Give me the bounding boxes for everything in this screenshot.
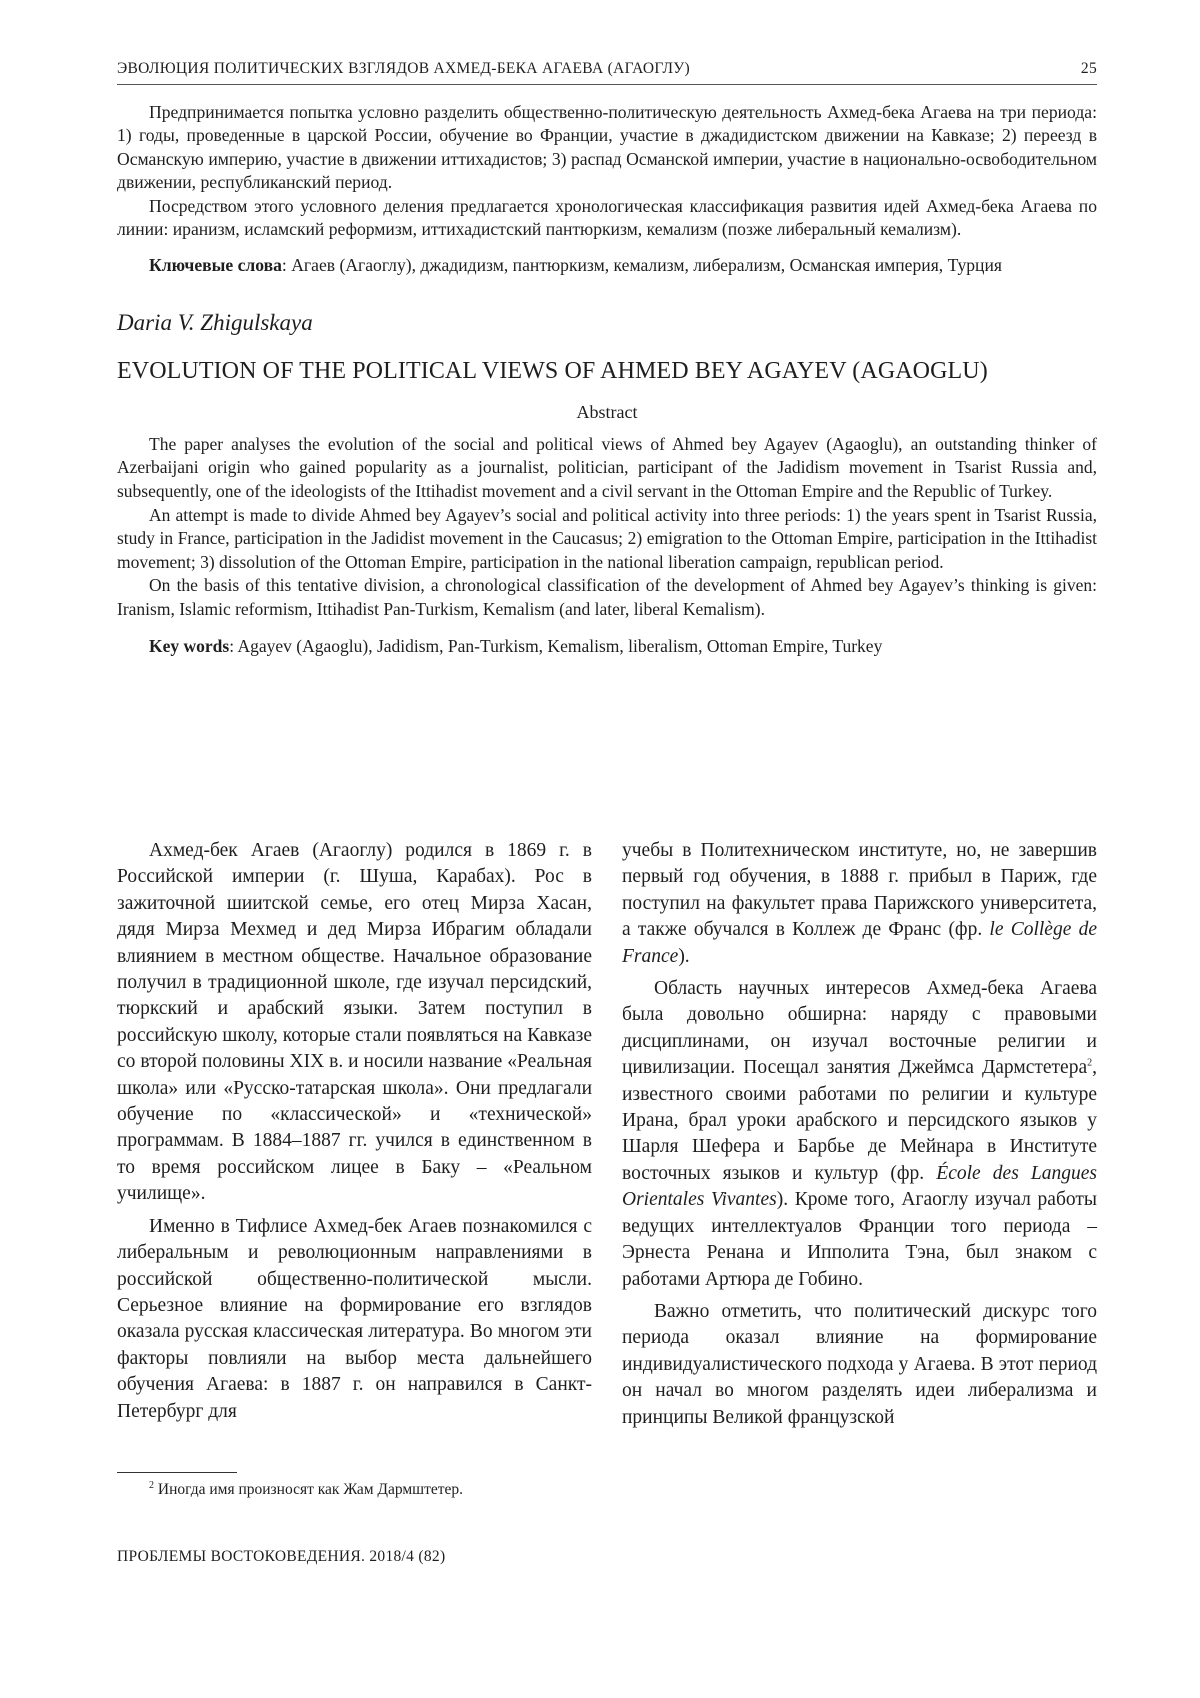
english-abstract	[117, 433, 1097, 622]
journal-footer: ПРОБЛЕМЫ ВОСТОКОВЕДЕНИЯ. 2018/4 (82)	[117, 1548, 446, 1565]
russian-abstract-paragraph: Посредством этого условного деления предлагается хронологическая классификация развития идей Ахмед-бека Агаева по линии: иранизм, исламский реформизм, иттихадистский пантюркизм, кемализм (позже либеральный кемализм).	[117, 195, 1097, 240]
author-name: Daria V. Zhigulskaya	[117, 309, 313, 335]
footnote-divider	[117, 1472, 237, 1473]
english-keywords-text: : Agayev (Agaoglu), Jadidism, Pan-Turkism, Kemalism, liberalism, Ottoman Empire, Turkey	[229, 635, 883, 656]
footnote-reference[interactable]: 2	[1087, 1057, 1093, 1069]
body-italic-text: le Collège de France	[622, 919, 1097, 967]
body-text: , известного своими работами по религии и культуре Ирана, брал уроки арабского и персидского языков у Шарля Шефера и Барбье де Мейнара в Институте восточных языков и культур (фр.	[622, 1057, 1097, 1184]
body-paragraph	[622, 838, 1097, 970]
running-title: ЭВОЛЮЦИЯ ПОЛИТИЧЕСКИХ ВЗГЛЯДОВ АХМЕД-БЕКА АГАЕВА (АГАОГЛУ)	[117, 60, 691, 77]
body-text: Область научных интересов Ахмед-бека Агаева была довольно обширна: наряду с правовыми дисциплинами, он изучал восточные религии и цивилизации. Посещал занятия Джеймса Дармстетера	[622, 978, 1097, 1079]
russian-abstract-paragraph: Предпринимается попытка условно разделить общественно-политическую деятельность Ахмед-бека Агаева на три периода: 1) годы, проведенные в царской России, обучение во Франции, участие в джадидистском движении на Кавказе; 2) переезд в Османскую империю, участие в движении иттихадистов; 3) распад Османской империи, участие в национально-освободительном движении, республиканский период.	[117, 102, 1097, 193]
abstract-heading: Abstract	[576, 401, 638, 422]
english-abstract-paragraph: On the basis of this tentative division, a chronological classification of the development of Ahmed bey Agayev’s thinking is given: Iranism, Islamic reformism, Ittihadist Pan-Turkism, Kemalism (and later, liberal Kemalism).	[117, 575, 1097, 619]
english-keywords-label: Key words	[149, 635, 230, 656]
english-keywords	[117, 635, 1097, 659]
russian-keywords	[117, 254, 1097, 277]
body-text: учебы в Политехническом институте, но, не завершив первый год обучения, в 1888 г. прибыл в Париж, где поступил на факультет права Парижского университета, а также обучался в Коллеж де Франс (фр.	[622, 840, 1097, 941]
body-text: ). Кроме того, Агаоглу изучал работы ведущих интеллектуалов Франции того периода – Эрнеста Ренана и Ипполита Тэна, был знаком с работами Артюра де Гобино.	[622, 1189, 1097, 1290]
body-paragraph: Ахмед-бек Агаев (Агаоглу) родился в 1869 г. в Российской империи (г. Шуша, Карабах). Рос в зажиточной шиитской семье, его отец Мирза Хасан, дядя Мирза Мехмед и дед Мирза Ибрагим обладали влиянием в местном обществе. Начальное образование получил в традиционной школе, где изучал персидский, тюркский и арабский языки. Затем поступил в российскую школу, которые стали появляться на Кавказе со второй половины XIX в. и носили название «Реальная школа» или «Русско-татарская школа». Они предлагали обучение по «классической» и «технической» программам. В 1884–1887 гг. учился в единственном в то время российском лицее в Баку – «Реальном училище».	[117, 840, 592, 1205]
russian-keywords-label: Ключевые слова	[149, 255, 282, 276]
body-paragraph	[622, 976, 1097, 1293]
body-italic-text: École des Langues Orientales Vivantes	[622, 1162, 1097, 1211]
footnote	[149, 1481, 463, 1499]
left-column	[117, 838, 592, 1425]
page	[117, 60, 1097, 1565]
body-text: ).	[678, 945, 690, 967]
body-paragraph: Именно в Тифлисе Ахмед-бек Агаев познакомился с либеральным и революционным направлениями в российской общественно-политической мысли. Серьезное влияние на формирование его взглядов оказала русская классическая литература. Во многом эти факторы повлияли на выбор места дальнейшего обучения Агаева: в 1887 г. он направился в Санкт-Петербург для	[117, 1215, 592, 1422]
body-paragraph: Важно отметить, что политический дискурс того периода оказал влияние на формирование индивидуалистического подхода у Агаева. В этот период он начал во многом разделять идеи либерализма и принципы Великой французской	[622, 1300, 1097, 1428]
english-abstract-paragraph: The paper analyses the evolution of the social and political views of Ahmed bey Agayev (Agaoglu), an outstanding thinker of Azerbaijani origin who gained popularity as a journalist, politician, participant of the Jadidism movement in Tsarist Russia and, subsequently, one of the ideologists of the Ittihadist movement and a civil servant in the Ottoman Empire and the Republic of Turkey.	[117, 433, 1097, 502]
russian-abstract	[117, 101, 1097, 241]
footnote-text: Иногда имя произносят как Жам Дармштетер.	[154, 1481, 464, 1498]
footnote-number: 2	[149, 1479, 154, 1491]
english-abstract-paragraph: An attempt is made to divide Ahmed bey Agayev’s social and political activity into three periods: 1) the years spent in Tsarist Russia, study in France, participation in the Jadidist movement in the Caucasus; 2) emigration to the Ottoman Empire, participation in the Ittihadist movement; 3) dissolution of the Ottoman Empire, participation in the national liberation campaign, republican period.	[117, 504, 1097, 572]
right-column	[622, 838, 1097, 1431]
running-head	[117, 60, 1097, 85]
page-number: 25	[1080, 60, 1097, 77]
russian-keywords-text: : Агаев (Агаоглу), джадидизм, пантюркизм, кемализм, либерализм, Османская империя, Турция	[281, 255, 1002, 276]
article-title-english: EVOLUTION OF THE POLITICAL VIEWS OF AHMED BEY AGAYEV (AGAOGLU)	[117, 357, 988, 384]
